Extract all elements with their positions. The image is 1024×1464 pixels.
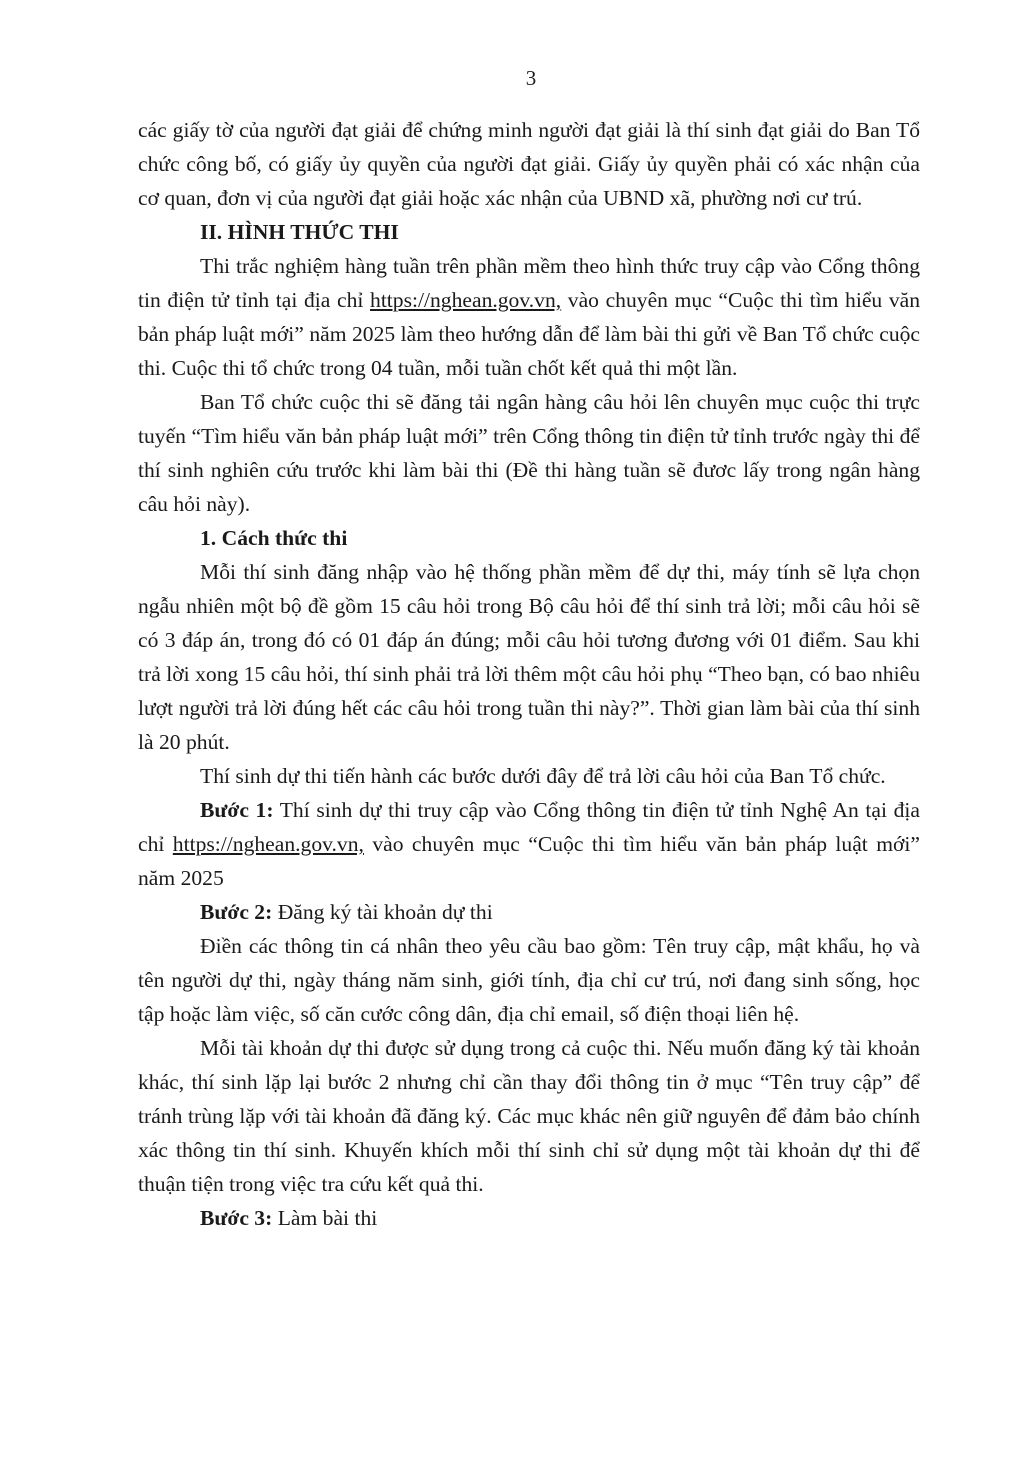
- step-2-text: Đăng ký tài khoản dự thi: [272, 900, 493, 924]
- step-3-text: Làm bài thi: [272, 1206, 378, 1230]
- paragraph-step-3: [138, 1201, 920, 1235]
- step-2-label: Bước 2:: [200, 900, 273, 924]
- paragraph-question-bank: Ban Tổ chức cuộc thi sẽ đăng tải ngân hàng câu hỏi lên chuyên mục cuộc thi trực tuyến “Tìm hiểu văn bản pháp luật mới” trên Cổng thông tin điện tử tỉnh trước ngày thi để thí sinh nghiên cứu trước khi làm bài thi (Đề thi hàng tuần sẽ đươc lấy trong ngân hàng câu hỏi này).: [138, 390, 920, 516]
- paragraph-exam-rules: Mỗi thí sinh đăng nhập vào hệ thống phần mềm để dự thi, máy tính sẽ lựa chọn ngẫu nhiên một bộ đề gồm 15 câu hỏi trong Bộ câu hỏi để thí sinh trả lời; mỗi câu hỏi sẽ có 3 đáp án, trong đó có 01 đáp án đúng; mỗi câu hỏi tương đương với 01 điểm. Sau khi trả lời xong 15 câu hỏi, thí sinh phải trả lời thêm một câu hỏi phụ “Theo bạn, có bao nhiêu lượt người trả lời đúng hết các câu hỏi trong tuần thi này?”. Thời gian làm bài của thí sinh là 20 phút.: [138, 560, 920, 754]
- step-1-label: Bước 1:: [200, 798, 274, 822]
- paragraph-steps-intro: Thí sinh dự thi tiến hành các bước dưới đây để trả lời câu hỏi của Ban Tổ chức.: [200, 764, 886, 788]
- step-3-label: Bước 3:: [200, 1206, 273, 1230]
- step-1-text-a: Thí sinh dự thi truy cập vào Cổng thông tin điện tử tỉnh Nghệ An tại địa chỉ: [138, 798, 920, 856]
- portal-link[interactable]: https://nghean.gov.vn,: [370, 288, 562, 312]
- subheading-exam-method: 1. Cách thức thi: [200, 526, 348, 550]
- document-body: [138, 113, 920, 1235]
- paragraph-personal-info: Điền các thông tin cá nhân theo yêu cầu bao gồm: Tên truy cập, mật khẩu, họ và tên người dự thi, ngày tháng năm sinh, giới tính, địa chỉ cư trú, nơi đang sinh sống, học tập hoặc làm việc, số căn cước công dân, địa chỉ email, số điện thoại liên hệ.: [138, 934, 920, 1026]
- paragraph-award-documents: các giấy tờ của người đạt giải để chứng minh người đạt giải là thí sinh đạt giải do Ban Tổ chức công bố, có giấy ủy quyền của người đạt giải. Giấy ủy quyền phải có xác nhận của cơ quan, đơn vị của người đạt giải hoặc xác nhận của UBND xã, phường nơi cư trú.: [138, 118, 920, 210]
- page-number: 3: [525, 66, 537, 90]
- section-heading-exam-format: II. HÌNH THỨC THI: [200, 220, 399, 244]
- paragraph-weekly-test: [138, 249, 920, 385]
- step-1-portal-link[interactable]: https://nghean.gov.vn,: [172, 832, 364, 856]
- paragraph-account-usage: Mỗi tài khoản dự thi được sử dụng trong cả cuộc thi. Nếu muốn đăng ký tài khoản khác, thí sinh lặp lại bước 2 nhưng chỉ cần thay đổi thông tin ở mục “Tên truy cập” để tránh trùng lặp với tài khoản đã đăng ký. Các mục khác nên giữ nguyên để đảm bảo chính xác thông tin thí sinh. Khuyến khích mỗi thí sinh chỉ sử dụng một tài khoản dự thi để thuận tiện trong việc tra cứu kết quả thi.: [138, 1036, 920, 1196]
- paragraph-step-1: [138, 793, 920, 895]
- step-1-text-b: vào chuyên mục “Cuộc thi tìm hiểu văn bản pháp luật mới” năm 2025: [138, 832, 921, 890]
- paragraph-step-2: [138, 895, 920, 929]
- paragraph-weekly-test-text-a: Thi trắc nghiệm hàng tuần trên phần mềm theo hình thức truy cập vào Cổng thông tin điện tử tỉnh tại địa chỉ: [138, 254, 920, 312]
- paragraph-weekly-test-text-b: vào chuyên mục “Cuộc thi tìm hiểu văn bản pháp luật mới” năm 2025 làm theo hướng dẫn để làm bài thi gửi về Ban Tổ chức cuộc thi. Cuộc thi tổ chức trong 04 tuần, mỗi tuần chốt kết quả thi một lần.: [138, 288, 921, 380]
